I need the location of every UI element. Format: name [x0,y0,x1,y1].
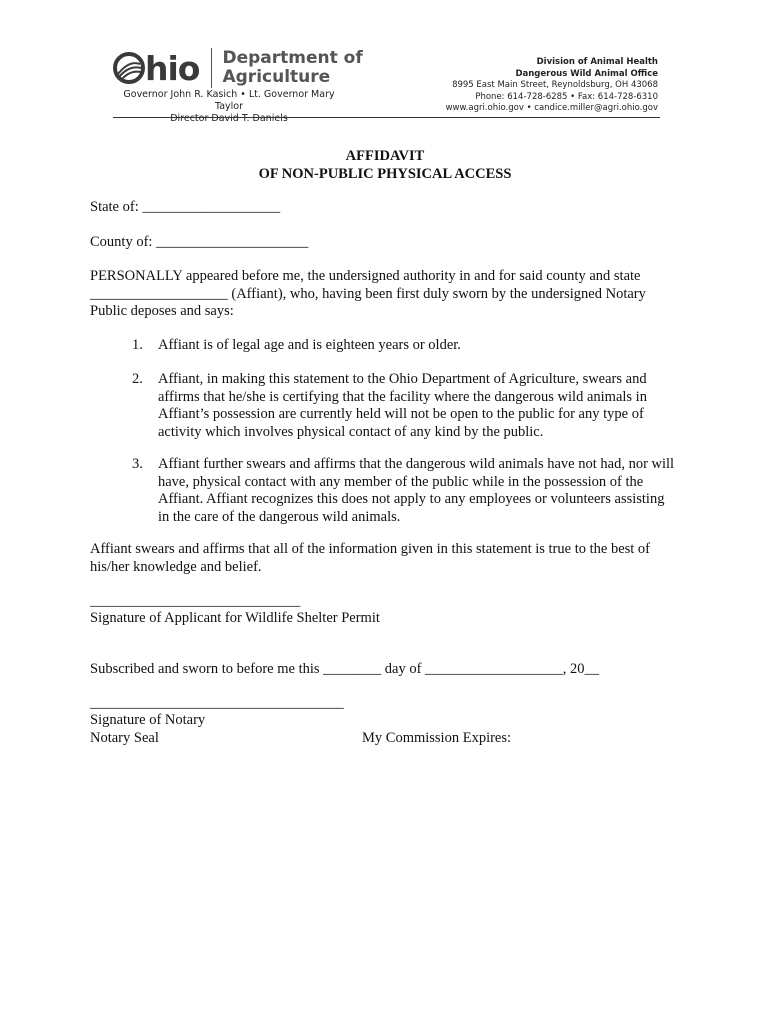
list-line: affirms that he/she is certifying that the facility where the dangerous wild animals in [158,388,647,405]
ohio-agriculture-logo [113,46,363,90]
state-field: State of: ___________________ [90,199,281,215]
document-title: AFFIDAVIT [345,148,425,164]
intro-line: PERSONALLY appeared before me, the undersigned authority in and for said county and state [90,268,641,284]
list-number: 3. [132,456,143,472]
division-name: Division of Animal Health [536,57,658,67]
list-item-2 [132,371,677,441]
logo-word: hio [145,48,200,88]
list-number: 2. [132,371,143,387]
office-web-email: www.agri.ohio.gov • candice.miller@agri.ohio.gov [445,103,658,113]
applicant-signature-line: _____________________________ [90,593,301,609]
list-item-3 [132,456,677,526]
county-field: County of: _____________________ [90,234,309,250]
header-divider [113,117,660,118]
document-subtitle: OF NON-PUBLIC PHYSICAL ACCESS [258,166,512,182]
list-line: Affiant’s possession are currently held will not be open to the public for any type of [158,406,644,422]
closing-line: his/her knowledge and belief. [90,558,262,575]
list-line: Affiant, in making this statement to the Ohio Department of Agriculture, swears and [158,371,647,387]
list-item-1 [132,337,677,355]
commission-expires-label: My Commission Expires: [362,730,512,746]
list-line: in the care of the dangerous wild animals. [158,508,401,525]
subscribed-sworn-line: Subscribed and sworn to before me this ________ day of ___________________, 20__ [90,661,600,677]
notary-seal-label: Notary Seal [90,730,159,746]
officials-line1: Governor John R. Kasich • Lt. Governor Mary Taylor [123,89,335,112]
applicant-signature-label: Signature of Applicant for Wildlife Shelter Permit [90,610,380,626]
office-contact-block [358,57,658,115]
logo-department [222,49,362,87]
intro-line: ___________________ (Affiant), who, having been first duly sworn by the undersigned Notary [90,285,646,302]
intro-paragraph [90,268,660,321]
intro-line: Public deposes and says: [90,303,234,319]
logo-dept-line1: Department of [222,48,363,68]
list-line: Affiant is of legal age and is eighteen years or older. [158,337,461,353]
logo-dept-line2: Agriculture [222,67,331,87]
closing-line: Affiant swears and affirms that all of the information given in this statement is true to the best of [90,541,650,557]
office-phone-fax: Phone: 614-728-6285 • Fax: 614-728-6310 [475,91,658,102]
list-line: Affiant further swears and affirms that the dangerous wild animals have not had, nor will [158,456,675,472]
list-line: have, physical contact with any member of the public while in the possession of the [158,473,644,490]
ohio-wordmark [113,48,200,88]
officials-block [113,89,345,125]
logo-divider [211,48,212,88]
ohio-field-o-icon [113,52,145,84]
notary-signature-line: ___________________________________ [90,695,344,711]
list-text [158,371,677,441]
list-text [158,456,677,526]
list-text [158,337,677,355]
closing-paragraph [90,541,660,576]
list-number: 1. [132,337,143,353]
officials-line2: Director David T. Daniels [170,113,288,124]
office-address: 8995 East Main Street, Reynoldsburg, OH 43068 [452,80,658,90]
list-line: Affiant. Affiant recognizes this does not apply to any employees or volunteers assisting [158,491,665,507]
notary-signature-label: Signature of Notary [90,712,206,728]
office-name: Dangerous Wild Animal Office [515,68,658,79]
list-line: activity which involves physical contact of any kind by the public. [158,423,544,440]
